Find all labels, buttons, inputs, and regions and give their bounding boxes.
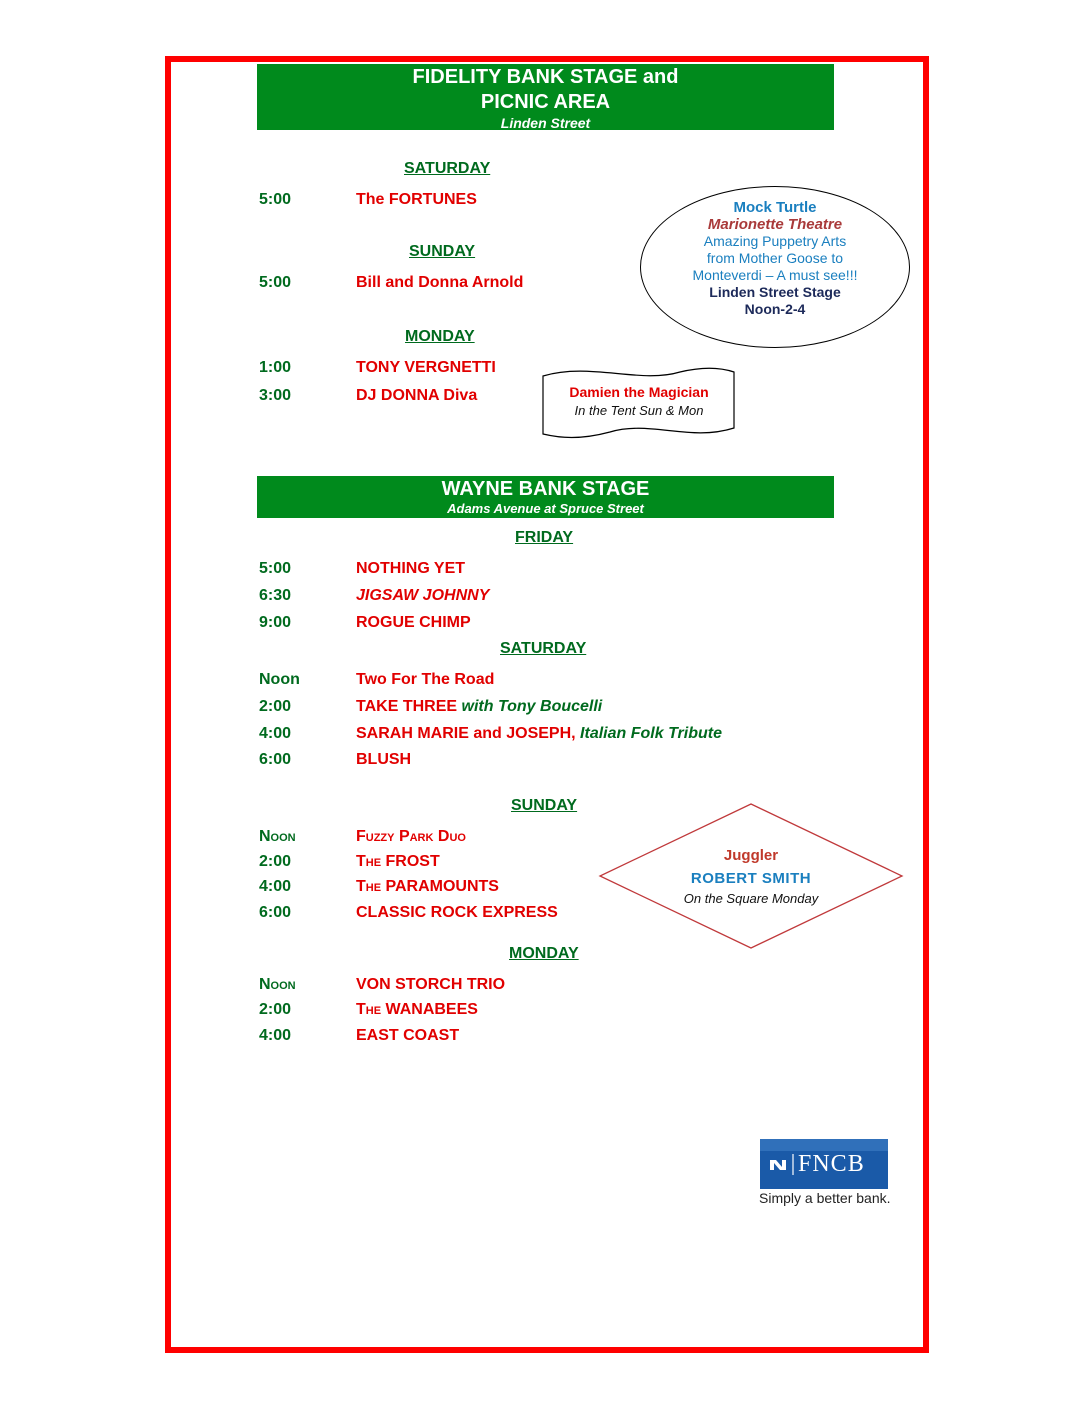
mock-turtle-title: Mock Turtle bbox=[733, 199, 817, 216]
slot-act: ROGUE CHIMP bbox=[356, 614, 471, 631]
wayne-day-monday: MONDAY bbox=[509, 945, 579, 962]
slot-act: BLUSH bbox=[356, 751, 412, 768]
slot-time: 5:00 bbox=[259, 191, 292, 208]
slot-time: 1:00 bbox=[259, 359, 292, 376]
slot-time: 5:00 bbox=[259, 274, 292, 291]
fncb-logo bbox=[760, 1139, 888, 1189]
damien-title: Damien the Magician bbox=[569, 384, 709, 400]
juggler-location: On the Square Monday bbox=[683, 891, 819, 906]
fncb-logo-text: FNCB bbox=[798, 1151, 865, 1177]
slot-act: DJ DONNA Diva bbox=[356, 387, 478, 404]
fidelity-subtitle: Linden Street bbox=[500, 115, 591, 131]
slot-time: 6:00 bbox=[259, 751, 292, 768]
slot-time: 4:00 bbox=[259, 878, 292, 895]
mock-turtle-location: Linden Street Stage bbox=[709, 284, 841, 300]
juggler-name: ROBERT SMITH bbox=[690, 870, 812, 887]
slot-time: Noon bbox=[259, 828, 296, 845]
slot-time: 2:00 bbox=[259, 698, 292, 715]
slot-time: 4:00 bbox=[259, 725, 292, 742]
fncb-tagline: Simply a better bank. bbox=[759, 1190, 891, 1206]
wayne-day-friday: FRIDAY bbox=[515, 529, 574, 546]
slot-act bbox=[356, 725, 722, 743]
slot-time: 6:30 bbox=[259, 587, 292, 604]
slot-time: 9:00 bbox=[259, 614, 292, 631]
slot-act: The FROST bbox=[356, 853, 440, 870]
wavy-flag-shape bbox=[540, 364, 738, 440]
slot-act: JIGSAW JOHNNY bbox=[356, 587, 490, 604]
slot-time: Noon bbox=[259, 671, 300, 688]
damien-subtitle: In the Tent Sun & Mon bbox=[574, 403, 704, 418]
fidelity-day-saturday: SATURDAY bbox=[404, 160, 491, 177]
juggler-title: Juggler bbox=[723, 847, 779, 864]
fidelity-title-line1: FIDELITY BANK STAGE and bbox=[412, 66, 679, 88]
slot-time: 6:00 bbox=[259, 904, 292, 921]
wayne-day-sunday: SUNDAY bbox=[511, 797, 578, 814]
mock-turtle-subtitle: Marionette Theatre bbox=[707, 216, 843, 233]
mock-turtle-callout bbox=[640, 186, 910, 348]
mock-turtle-desc2: from Mother Goose to bbox=[706, 250, 844, 266]
damien-callout bbox=[540, 364, 738, 440]
slot-time: 3:00 bbox=[259, 387, 292, 404]
mock-turtle-times: Noon-2-4 bbox=[744, 301, 806, 317]
fidelity-title-line2: PICNIC AREA bbox=[480, 91, 611, 113]
fidelity-day-monday: MONDAY bbox=[405, 328, 475, 345]
wayne-stage-banner bbox=[257, 476, 834, 518]
act-note: with Tony Boucelli bbox=[461, 698, 603, 715]
slot-act: The PARAMOUNTS bbox=[356, 878, 499, 895]
slot-act: EAST COAST bbox=[356, 1027, 460, 1044]
act-note: Italian Folk Tribute bbox=[580, 725, 722, 742]
slot-time: 2:00 bbox=[259, 853, 292, 870]
juggler-callout bbox=[598, 802, 904, 950]
act-name: SARAH MARIE and JOSEPH, bbox=[356, 725, 576, 742]
act-name: TAKE THREE bbox=[356, 698, 458, 715]
slot-act: TONY VERGNETTI bbox=[356, 359, 496, 376]
slot-act: Fuzzy Park Duo bbox=[356, 828, 466, 845]
slot-time: 2:00 bbox=[259, 1001, 292, 1018]
slot-act: NOTHING YET bbox=[356, 560, 466, 577]
slot-act: VON STORCH TRIO bbox=[356, 976, 506, 993]
mock-turtle-desc1: Amazing Puppetry Arts bbox=[703, 233, 847, 249]
wayne-day-saturday: SATURDAY bbox=[500, 640, 587, 657]
slot-time: 4:00 bbox=[259, 1027, 292, 1044]
slot-act: The FORTUNES bbox=[356, 191, 477, 208]
fidelity-day-sunday: SUNDAY bbox=[409, 243, 476, 260]
slot-time: Noon bbox=[259, 976, 296, 993]
slot-act: The WANABEES bbox=[356, 1001, 478, 1018]
slot-act: Two For The Road bbox=[356, 671, 495, 688]
fidelity-stage-banner bbox=[257, 64, 834, 130]
mock-turtle-desc3: Monteverdi – A must see!!! bbox=[692, 267, 858, 283]
slot-act bbox=[356, 698, 602, 716]
wayne-title: WAYNE BANK STAGE bbox=[441, 478, 650, 500]
slot-time: 5:00 bbox=[259, 560, 292, 577]
wayne-subtitle: Adams Avenue at Spruce Street bbox=[447, 501, 644, 516]
slot-act: Bill and Donna Arnold bbox=[356, 274, 524, 291]
slot-act: CLASSIC ROCK EXPRESS bbox=[356, 904, 558, 921]
